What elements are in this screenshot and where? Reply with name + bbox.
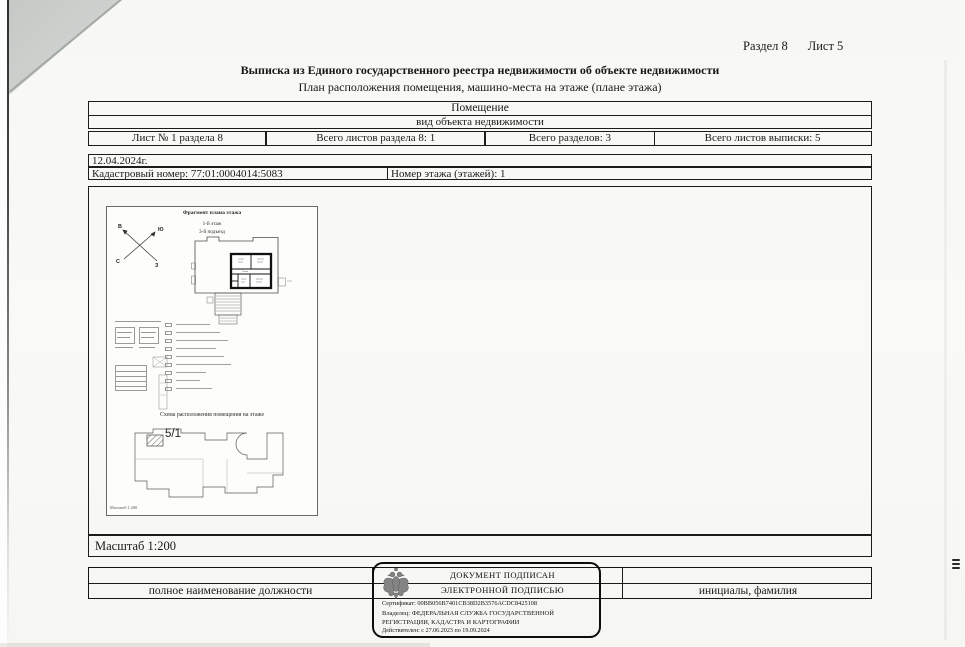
floor-plan-sheet [106, 206, 318, 516]
document-subtitle: План расположения помещения, машино-места на этаже (плане этажа) [298, 80, 662, 94]
sheet-info-cell: Лист № 1 раздела 8 [88, 131, 267, 146]
name-label: инициалы, фамилия [698, 585, 798, 597]
stamp-title-line1: ДОКУМЕНТ ПОДПИСАН [450, 570, 555, 580]
sheet-info-cell: Всего листов раздела 8: 1 [265, 131, 486, 146]
sheet-info-cell: Всего разделов: 3 [484, 131, 655, 146]
svg-text:С: С [116, 259, 120, 265]
stamp-owner-line2: РЕГИСТРАЦИИ, КАДАСТРА И КАРТОГРАФИИ [382, 619, 520, 626]
page-header [743, 39, 843, 54]
object-type-label: вид объекта недвижимости [416, 116, 544, 128]
cadastral-number: Кадастровый номер: 77:01:0004014:5083 [89, 168, 388, 179]
right-edge-shadow [944, 60, 947, 640]
plan-legend-marks [113, 319, 245, 405]
scan-speck-artifact [952, 559, 960, 571]
sheet-info-row [88, 131, 872, 146]
section-number: Раздел 8 [743, 39, 788, 53]
stamp-validity: Действителен: с 27.06.2023 по 19.09.2024 [382, 628, 490, 634]
fragment-title: Фрагмент плана этажа [182, 210, 242, 216]
svg-text:В: В [118, 224, 122, 230]
stamp-title-line2: ЭЛЕКТРОННОЙ ПОДПИСЬЮ [440, 585, 564, 595]
inner-scale-label: Масштаб 1:200 [110, 505, 138, 510]
sheet-info-cell: Всего листов выписки: 5 [654, 131, 872, 146]
scanner-background-strip [0, 0, 7, 647]
object-type-value: Помещение [89, 102, 871, 116]
stamp-certificate: Сертификат: 00BB056B7401CB38D2B3576ACDC8425108 [382, 600, 538, 607]
svg-text:З: З [155, 263, 159, 269]
position-label: полное наименование должности [148, 585, 313, 597]
bottom-edge-shadow [0, 643, 430, 647]
digital-signature-stamp [372, 562, 601, 638]
floor-number: Номер этажа (этажей): 1 [391, 168, 506, 180]
object-type-table [88, 101, 872, 129]
scale-row: Масштаб 1:200 [88, 535, 872, 557]
double-headed-eagle-icon [381, 566, 411, 602]
svg-text:Ю: Ю [158, 227, 164, 233]
scheme-caption: Схема расположения помещения на этаже [159, 412, 265, 418]
floor-label: 1-й этаж [202, 221, 222, 227]
stamp-owner-line1: Владелец: ФЕДЕРАЛЬНАЯ СЛУЖБА ГОСУДАРСТВЕННОЙ [382, 610, 554, 617]
entrance-label: 3-й подъезд [199, 229, 225, 235]
page-edge-shadow [7, 0, 9, 647]
date-row: 12.04.2024г. [88, 154, 872, 167]
unit-number-label: 5/1 [165, 428, 181, 440]
document-title: Выписка из Единого государственного реестра недвижимости об объекте недвижимости [240, 63, 720, 77]
cadastral-row [88, 167, 872, 180]
sheet-number: Лист 5 [807, 39, 844, 53]
